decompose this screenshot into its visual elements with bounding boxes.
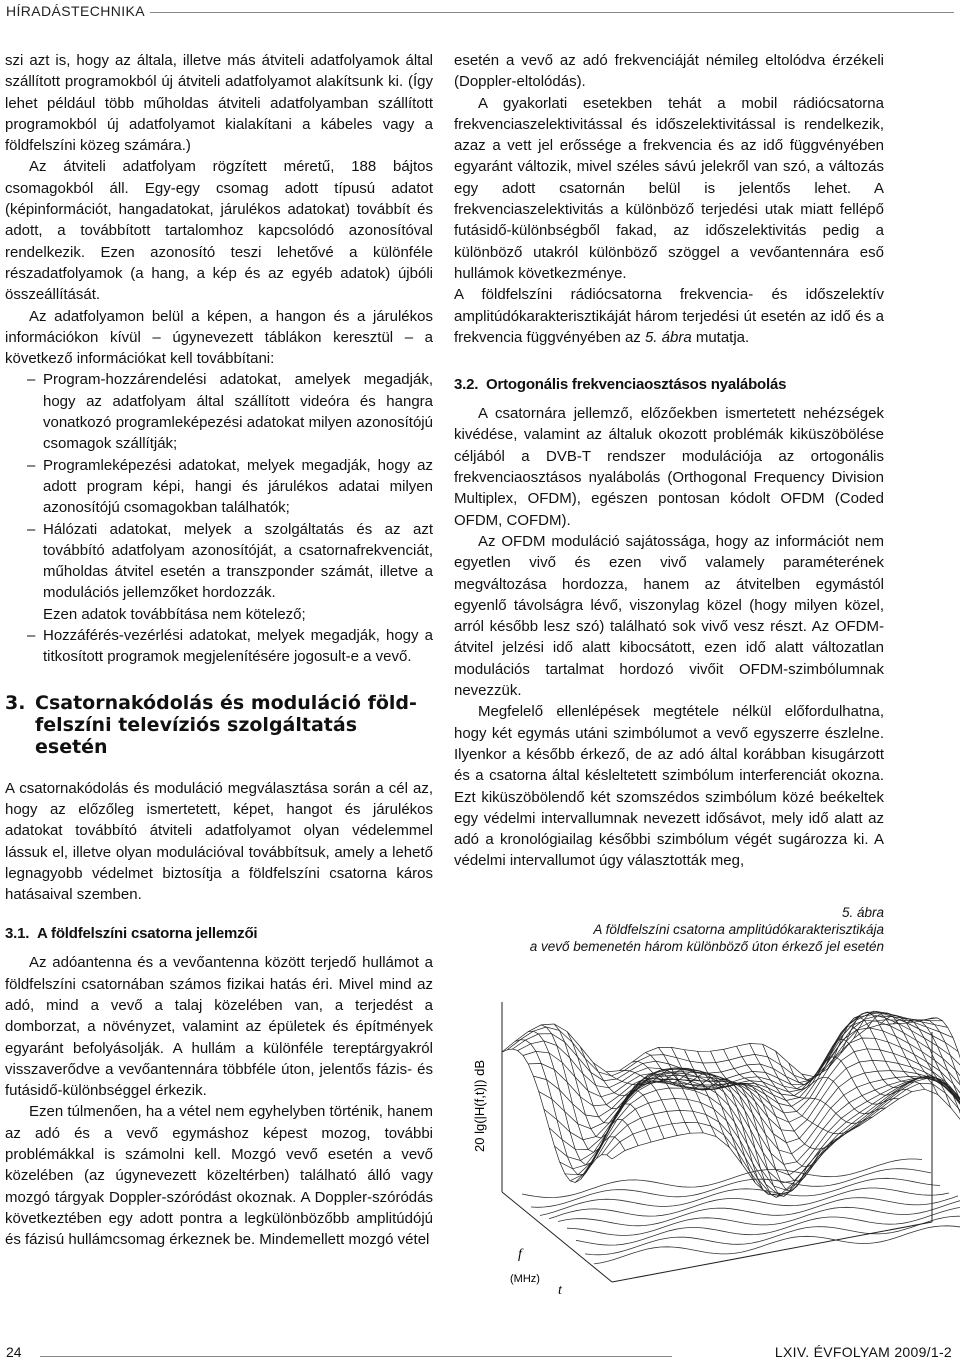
figure-caption-line1: A földfelszíni csatorna amplitúdókarakterisztikája xyxy=(593,922,884,937)
paragraph: A csatornára jellemző, előzőekben ismertetett nehézségek kivédése, valamint az általuk okozott problémák kiküszöbölése céljából a DVB-T rendszer modulációja az ortogonális frekvenciaosztásos nyalábolás (Orthogonal Frequency Division Multiplex, OFDM), egészen pontosan kódolt OFDM (Coded OFDM, COFDM). xyxy=(454,405,884,529)
contour-line xyxy=(549,1188,949,1219)
section-title-line2: felszíni televíziós szolgáltatás esetén xyxy=(35,713,357,758)
surface-plot xyxy=(462,962,960,1302)
subsection-title: A földfelszíni csatorna jellemzői xyxy=(37,925,258,943)
floor-contours xyxy=(522,1159,960,1264)
subsection-number: 3.1. xyxy=(5,925,30,943)
surface-mesh xyxy=(502,1011,960,1197)
subsection-heading xyxy=(454,374,884,395)
left-column xyxy=(5,50,433,1251)
z-axis-label: 20 lg(|H(f,t)|) dB xyxy=(472,1060,487,1152)
section-number: 3. xyxy=(5,691,26,714)
figure-reference: 5. ábra xyxy=(644,328,692,346)
subsection-number: 3.2. xyxy=(454,376,479,394)
paragraph: Megfelelő ellenlépések megtétele nélkül előfordulhatna, hogy két egymás utáni szimbólumot a vevő egyszerre észlelne. Ilyenkor a később érkező, de az adó által korábban kisugárzott és a csatorna által késleltetett szimbólum interferenciát okozna. Ezt kiküszöbölendő két szomszédos szimbólum közé beékeltek egy védelmi intervallumnak nevezett idősávot, mely idő alatt az adó a kronológiailag későbbi szimbólum végét sugározza ki. A védelmi intervallumot úgy választották meg, xyxy=(454,703,884,870)
dash-bullet: – xyxy=(27,371,36,389)
list-item-text: Programleképezési adatokat, melyek megadják, hogy az adott program képi, hangi és járulékos adatai milyen azonosítójú csomagokban találhatók; xyxy=(43,456,433,517)
list-item-text: Hozzáférés-vezérlési adatokat, melyek megadják, hogy a titkosított programok megjelenítésére jogosult-e a vevő. xyxy=(43,627,433,666)
f-axis-label: f xyxy=(518,1247,522,1262)
footer-rule xyxy=(40,1356,672,1357)
dash-bullet: – xyxy=(27,456,36,474)
paragraph: A csatornakódolás és moduláció megválasztása során a cél az, hogy az előzőleg ismertetett, képet, hangot és járulékos adatokat továbbító átviteli adatfolyamot olyan védelemmel lássuk el, illetve olyan modulációval továbbítsuk, amely a lehető legnagyobb védelmet biztosítja a földfelszíni csatorna káros hatásaival szemben. xyxy=(5,779,433,904)
mesh-line-time xyxy=(513,1016,943,1083)
mesh-line-time xyxy=(596,1077,960,1195)
right-column xyxy=(454,50,884,872)
paragraph: Az átviteli adatfolyam rögzített méretű, 188 bájtos csomagokból áll. Egy-egy csomag adott típusú adatot (képinformációt, hangadatokat, járulékos adatokat) továbbít és adott, a továbbított tartalomhoz kapcsolódó azonosítóval rendelkezik. Ezen azonosító teszi lehetővé a különféle részadatfolyamok (a hang, a kép és az egyéb adatok) újbóli összeállítását. xyxy=(5,158,433,304)
paragraph-text: A földfelszíni rádiócsatorna frekvencia- és időszelektív amplitúdókarakterisztikáját három terjedési út esetén az idő és a frekvencia függvényében az xyxy=(454,286,884,346)
list-item xyxy=(5,519,433,604)
mesh-line-time xyxy=(586,1077,960,1183)
paragraph: Az adóantenna és a vevőantenna között terjedő hullámot a földfelszíni csatornában számos fizikai hatás éri. Mivel mind az adó, mind a vevő a talaj közelében van, a terjedést a domborzat, a növényzet, valamint az épületek és építmények egyaránt befolyásolják. A hullám a különféle tereptárgyakról visszaverődve a vevőantennára többféle úton, jelentős fázis- és futásidő-különbséggel érkezik. xyxy=(5,954,433,1100)
dash-bullet: – xyxy=(27,627,36,645)
list-item xyxy=(5,369,433,454)
list-item-text: Hálózati adatokat, melyek a szolgáltatás és az azt továbbító adatfolyam azonosítóját, a csatornafrekvenciát, műholdas átvitel esetén a transzponder számát, illetve a modulációs jellemzőket hordozzák. xyxy=(43,520,433,602)
header-rule xyxy=(150,12,954,13)
t-axis-label: t xyxy=(558,1283,562,1298)
figure-number: 5. ábra xyxy=(841,905,884,920)
mesh-line-frequency xyxy=(932,1018,960,1140)
figure-amplitude-surface xyxy=(462,962,960,1302)
list-item xyxy=(5,625,433,668)
mesh-line-time xyxy=(602,1078,960,1196)
paragraph: A gyakorlati esetekben tehát a mobil rádiócsatorna frekvenciaszelektivitással és időszelektivitással is rendelkezik, azaz a vett jel erőssége a frekvencia és az idő függvényében egyaránt változik, mivel széles sávú jelekről van szó, a változás egy adott csatornán belül is jelentős lehet. A frekvenciaszelektivitás a különböző terjedési utak miatt fellépő futásidő-különbségből fakad, az időszelektivitás pedig a különböző utakról különböző szöggel a vevőantennára eső hullámok következménye. xyxy=(454,94,884,282)
section-title-line1: Csatornakódolás és moduláció föld- xyxy=(35,691,417,714)
list-note xyxy=(5,604,433,625)
contour-line xyxy=(585,1216,960,1255)
paragraph: esetén a vevő az adó frekvenciáját némileg eltolódva érzékeli (Doppler-eltolódás). xyxy=(454,52,884,91)
f-axis-unit: (MHz) xyxy=(510,1273,540,1285)
mesh-line-frequency xyxy=(867,1013,960,1135)
section-heading xyxy=(5,692,433,758)
paragraph xyxy=(454,284,884,348)
mesh-line-frequency xyxy=(645,1053,755,1184)
list-item-text: Program-hozzárendelési adatokat, amelyek megadják, hogy az adatfolyam által szállított videóra és hangra vonatkozó programleképezési adatokat milyen azonosítójú csomagok szállítják; xyxy=(43,371,433,453)
paragraph: szi azt is, hogy az általa, illetve más átviteli adatfolyamok által szállított programokból új átviteli adatfolyamot alakítsunk ki. (Így lehet például több műholdas átviteli adatfolyamban szállított programokból új adatfolyamot kialakítani a kábeles vagy a földfelszíni közeg számára.) xyxy=(5,52,433,155)
paragraph-text: mutatja. xyxy=(691,328,750,346)
paragraph: Ezen túlmenően, ha a vétel nem egyhelyben történik, hanem az adó és a vevő egymáshoz képest mozog, további problémákkal is számolni kell. Mozgó vevő esetén a vevő közelében (az úgynevezett közeltérben) található álló vagy mozgó tárgyak Doppler-szóródást okoznak. A Doppler-szóródás következtében egy adott pontra a legkülönbözőbb amplitúdójú és fázisú hullámcsomag érkeznek be. Mindemellett mozgó vétel xyxy=(5,1103,433,1249)
table-info-list xyxy=(5,369,433,667)
running-header: HÍRADÁSTECHNIKA xyxy=(6,3,146,19)
dash-bullet: – xyxy=(27,520,36,538)
page-number: 24 xyxy=(6,1344,22,1360)
contour-line xyxy=(567,1199,960,1236)
figure-caption-line2: a vevő bemenetén három különböző úton érkező jel esetén xyxy=(529,939,884,954)
list-note-text: Ezen adatok továbbítása nem kötelező; xyxy=(43,605,306,623)
subsection-heading xyxy=(5,923,433,944)
list-item xyxy=(5,455,433,519)
issue-label: LXIV. ÉVFOLYAM 2009/1-2 xyxy=(774,1344,952,1360)
paragraph: Az OFDM moduláció sajátossága, hogy az információt nem egyetlen vivő és ezen vivő valamely paraméterének megváltozása hordozza, hanem az átvitelben egymástól egyenlő távolságra lévő, viszonylag közel (hogy milyen közel, arról később lesz szó) található sok vivő vesz részt. Az OFDM-átvitel jelzési idő alatt kibocsátott, ezen idő alatt változatlan modulációs tartalmat hordozó vivőit OFDM-szimbólumnak nevezzük. xyxy=(454,532,884,700)
subsection-title: Ortogonális frekvenciaosztásos nyalábolás xyxy=(486,376,787,394)
mesh-line-frequency xyxy=(515,1040,625,1175)
mesh-line-time xyxy=(591,1076,960,1191)
paragraph: Az adatfolyamon belül a képen, a hangon és a járulékos információkon kívül – úgynevezett táblákon keresztül – a következő információkat kell továbbítani: xyxy=(5,307,433,368)
figure-caption xyxy=(454,904,884,955)
